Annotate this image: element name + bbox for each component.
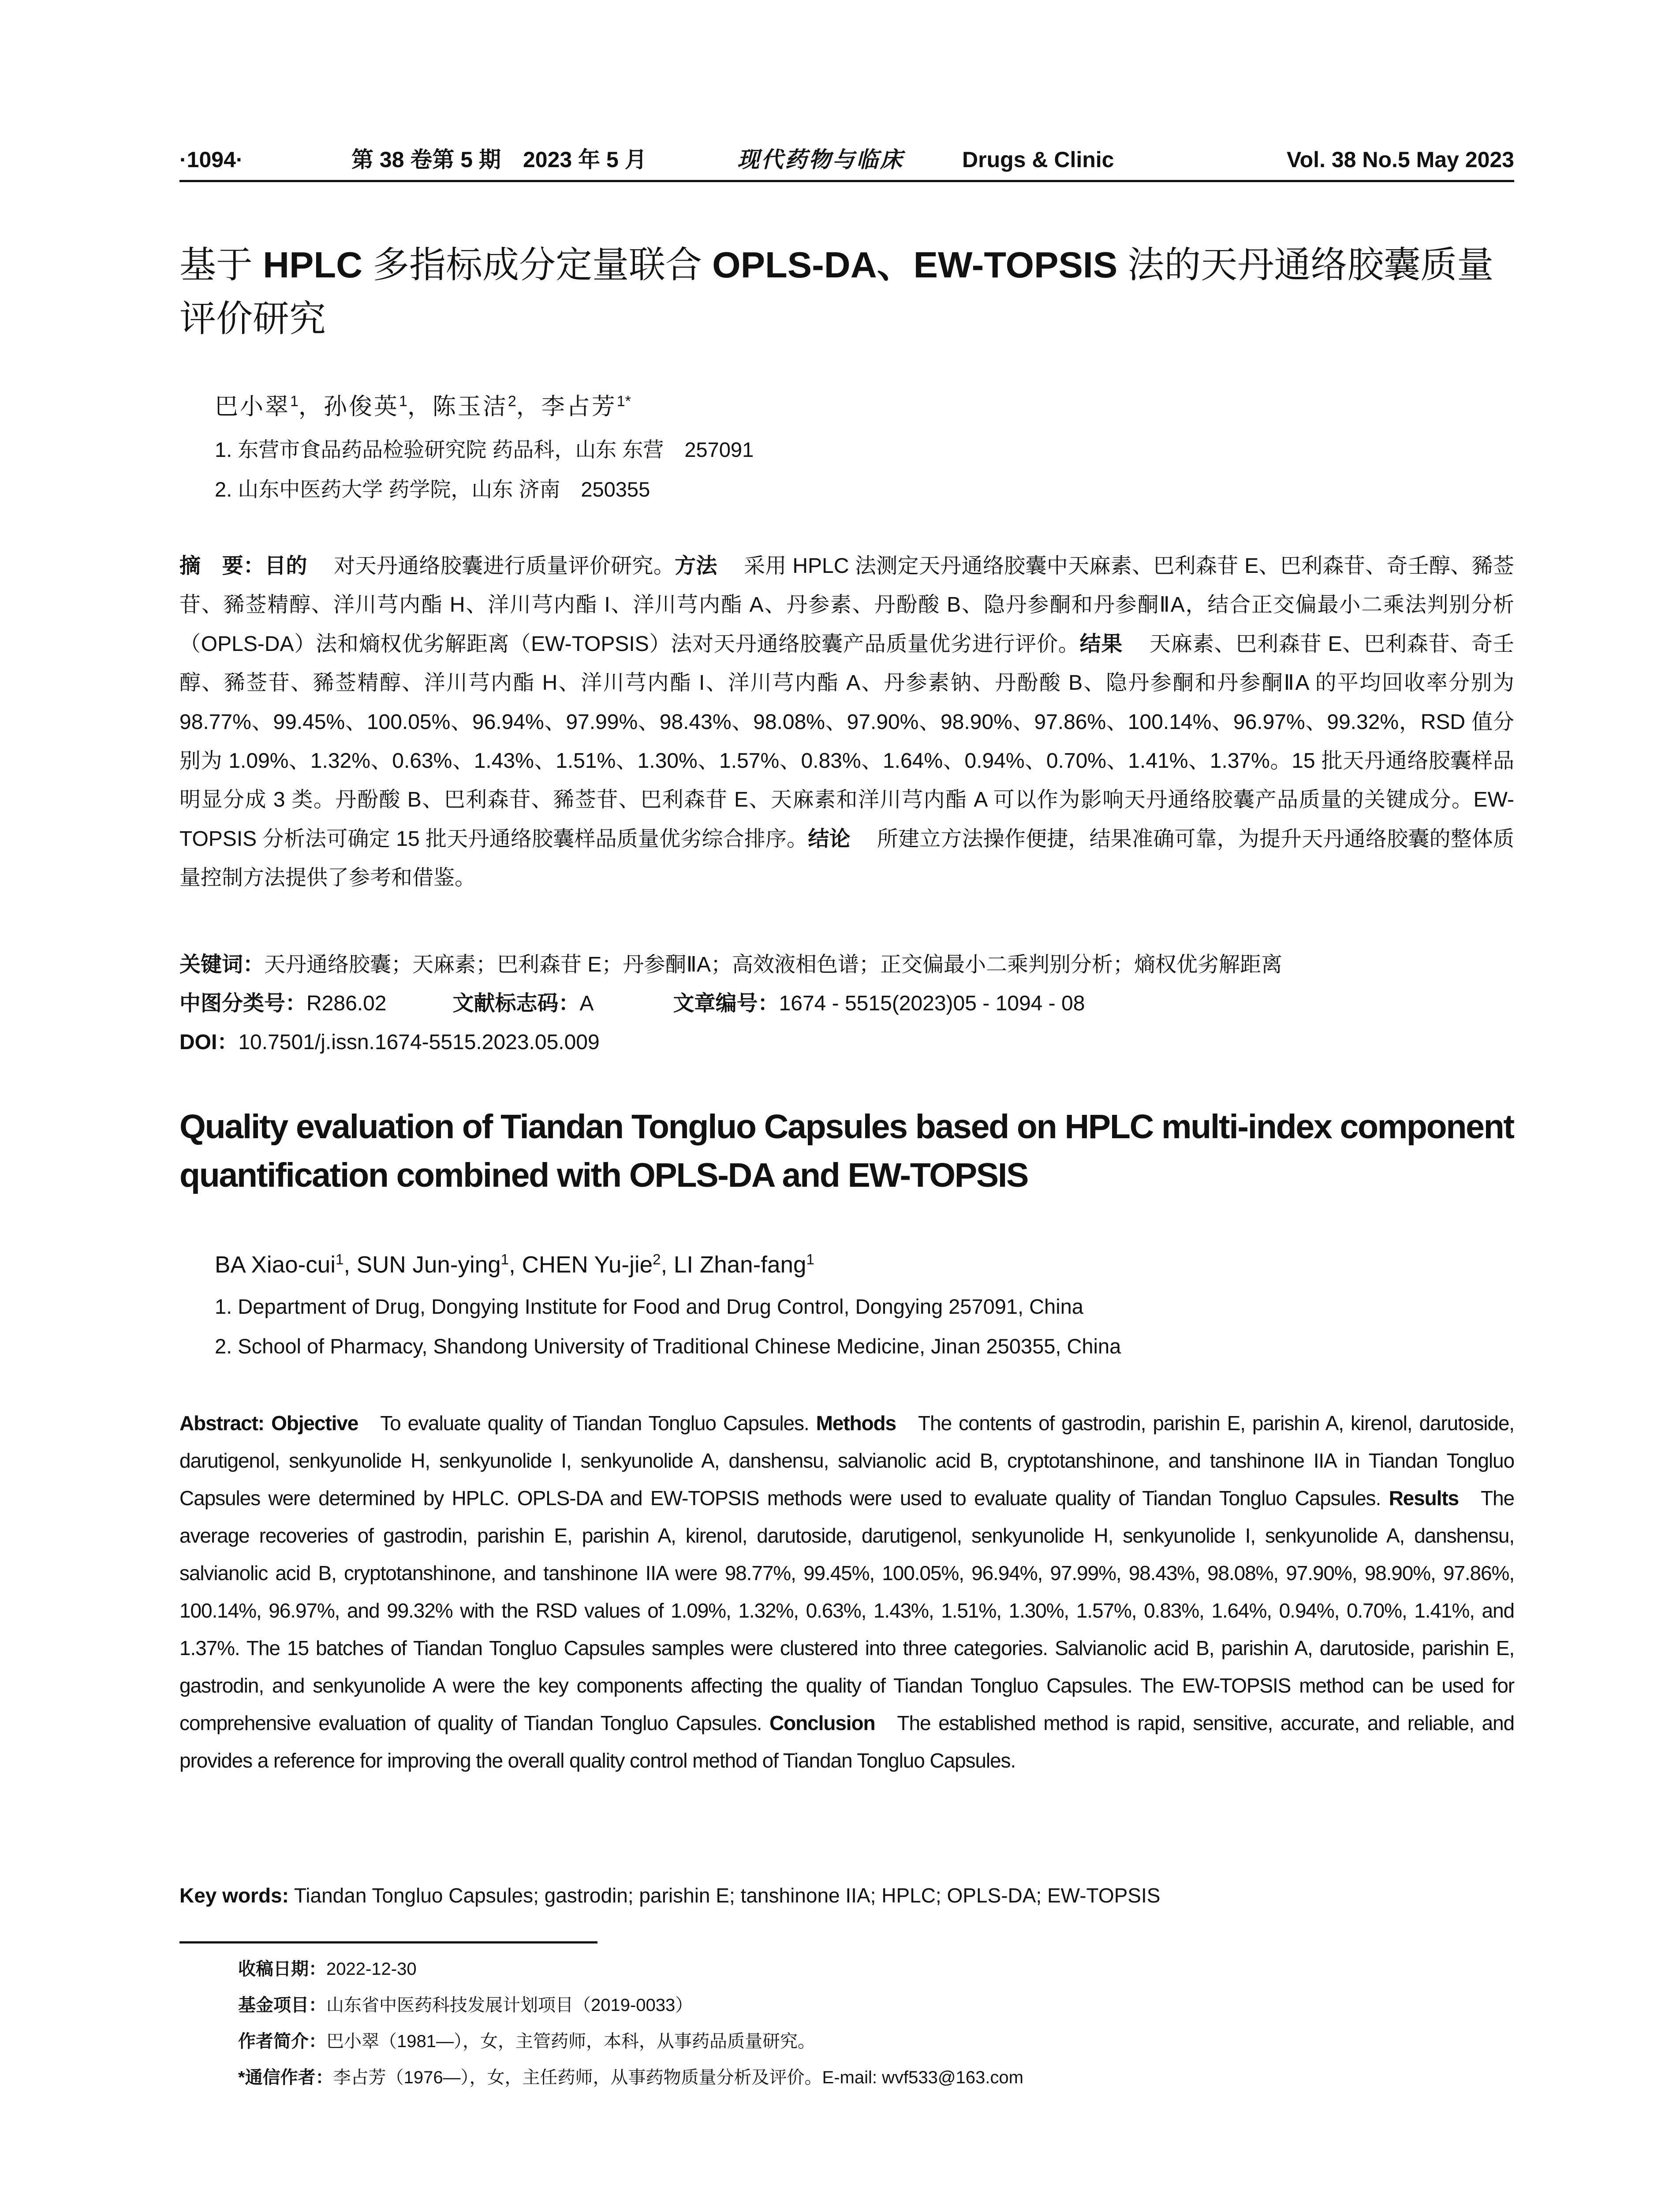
results-text: 天麻素、巴利森苷 E、巴利森苷、奇壬醇、豨莶苷、豨莶精醇、洋川芎内酯 H、洋川芎内酯 I、洋川芎内酯 A、丹参素钠、丹酚酸 B、隐丹参酮和丹参酮ⅡA 的平均回收率分别为 98.77%、99.45%、100.05%、96.94%、97.99%、98.43%、98.08%、97.90%、98.90%、97.86%、100.14%、96.97%、99.32%，RSD 值分别为 1.09%、1.32%、0.63%、1.43%、1.51%、1.30%、1.57%、0.83%、1.64%、0.94%、0.70%、1.41%、1.37%。15 批天丹通络胶囊样品明显分成 3 类。丹酚酸 B、巴利森苷、豨莶苷、巴利森苷 E、天麻素和洋川芎内酯 A 可以作为影响天丹通络胶囊产品质量的关键成分。EW-TOPSIS 分析法可确定 15 批天丹通络胶囊样品质量优劣综合排序。: [179, 632, 1514, 851]
doi-line: [179, 1025, 600, 1060]
footnote-text: 山东省中医药科技发展计划项目（2019-0033）: [326, 1996, 693, 2015]
keywords-en: [179, 1878, 1160, 1913]
conclusion-label: Conclusion: [769, 1712, 875, 1734]
author-name: SUN Jun-ying: [356, 1252, 501, 1278]
author-name: BA Xiao-cui: [215, 1252, 336, 1278]
abstract-en: [179, 1405, 1514, 1779]
title-cn-part: 基于: [179, 244, 263, 285]
author-name: 陈玉洁: [432, 393, 508, 420]
journal-name-cn: 现代药物与临床: [737, 146, 904, 172]
keywords-cn: [179, 947, 1282, 983]
keywords-label: Key words:: [179, 1884, 289, 1907]
methods-label: 方法: [675, 554, 717, 578]
methods-text: The contents of gastrodin, parishin E, parishin A, kirenol, darutoside, darutigenol, senkyunolide H, senkyunolide I, senkyunolide A, danshensu, salvianolic acid B, cryptotanshinone, and tanshinone IIA in Tiandan Tongluo Capsules were determined by HPLC. OPLS-DA and EW-TOPSIS methods were used to evaluate quality of Tiandan Tongluo Capsules.: [179, 1412, 1514, 1510]
author-affil-mark: 2: [508, 393, 516, 410]
conclusion-text: The established method is rapid, sensitive, accurate, and reliable, and provides a reference for improving the overall quality control method of Tiandan Tongluo Capsules.: [179, 1712, 1514, 1772]
affiliation-cn: 2. 山东中医药大学 药学院，山东 济南 250355: [215, 478, 650, 501]
author-name: LI Zhan-fang: [673, 1252, 806, 1278]
article-title-cn: [179, 238, 1516, 346]
objective-label: Objective: [271, 1412, 358, 1435]
methods-text: 采用 HPLC 法测定天丹通络胶囊中天麻素、巴利森苷 E、巴利森苷、奇壬醇、豨莶苷、豨莶精醇、洋川芎内酯 H、洋川芎内酯 I、洋川芎内酯 A、丹参素、丹酚酸 B、隐丹参酮和丹参酮ⅡA，结合正交偏最小二乘法判别分析（OPLS-DA）法和熵权优劣解距离（EW-TOPSIS）法对天丹通络胶囊产品质量优劣进行评价。: [179, 554, 1514, 656]
objective-text: To evaluate quality of Tiandan Tongluo Capsules.: [380, 1412, 809, 1435]
footnote-text: 李占芳（1976—），女，主任药师，从事药物质量分析及评价。E-mail: wvf533@163.com: [333, 2068, 1023, 2087]
author-list-en: BA Xiao-cui$^1$, SUN Jun-ying$^1$, CHEN Yu-jie$^2$, LI Zhan-fang$^1$: [215, 1251, 814, 1278]
objective-text: 对天丹通络胶囊进行质量评价研究。: [333, 554, 675, 578]
volume-info-en: Vol. 38 No.5 May 2023: [1287, 147, 1514, 172]
conclusion-text: 所建立方法操作便捷，结果准确可靠，为提升天丹通络胶囊的整体质量控制方法提供了参考和借鉴。: [179, 827, 1514, 890]
clc-value: R286.02: [306, 992, 387, 1015]
footnote-label: 基金项目：: [238, 1996, 326, 2015]
affiliation-cn: 1. 东营市食品药品检验研究院 药品科，山东 东营 257091: [215, 438, 754, 461]
doi-label: DOI：: [179, 1031, 239, 1054]
article-no-label: 文章编号：: [673, 992, 779, 1015]
classification-line: [179, 986, 1085, 1021]
keywords-text: Tiandan Tongluo Capsules; gastrodin; parishin E; tanshinone IIA; HPLC; OPLS-DA; EW-TOPSIS: [294, 1884, 1161, 1907]
issue-info-cn: 第 38 卷第 5 期 2023 年 5 月: [351, 147, 647, 172]
doc-code-value: A: [579, 992, 594, 1015]
author-name: 巴小翠: [215, 393, 290, 420]
author-name: 李占芳: [541, 393, 617, 420]
footnote-text: 巴小翠（1981—），女，主管药师，本科，从事药品质量研究。: [326, 2032, 815, 2051]
author-name: 孙俊英: [323, 393, 399, 420]
author-affil-mark: 2: [653, 1251, 661, 1267]
footnote-text: 2022-12-30: [326, 1959, 417, 1979]
abstract-label: Abstract:: [179, 1412, 265, 1435]
results-label: 结果: [1079, 632, 1123, 656]
author-affil-mark: 1: [335, 1251, 344, 1267]
author-affil-mark: 1: [500, 1251, 509, 1267]
affiliation-en: 2. School of Pharmacy, Shandong University of Traditional Chinese Medicine, Jinan 250355, China: [215, 1334, 1121, 1358]
author-list-cn: 巴小翠$^1$，孙俊英$^1$，陈玉洁$^2$，李占芳$^{1*}$: [215, 393, 631, 420]
clc-label: 中图分类号：: [179, 992, 307, 1015]
abstract-cn: [179, 547, 1514, 898]
title-cn-part: 多指标成分定量联合: [362, 244, 713, 285]
footnote-label: 作者简介：: [238, 2032, 326, 2051]
conclusion-label: 结论: [808, 827, 851, 851]
footnote-corresponding: [238, 2062, 1023, 2093]
footnote-label: 收稿日期：: [238, 1959, 326, 1979]
affiliation-en: 1. Department of Drug, Dongying Institute for Food and Drug Control, Dongying 257091, China: [215, 1295, 1083, 1318]
footnote-label: *通信作者：: [238, 2068, 333, 2087]
article-no-value: 1674 - 5515(2023)05 - 1094 - 08: [779, 992, 1085, 1015]
keywords-label: 关键词：: [179, 953, 265, 976]
page-number: ·1094·: [179, 147, 243, 172]
methods-label: Methods: [816, 1412, 896, 1435]
doc-code-label: 文献标志码：: [452, 992, 580, 1015]
results-label: Results: [1389, 1487, 1459, 1510]
title-cn-part: OPLS-DA、EW-TOPSIS: [712, 244, 1118, 285]
article-title-en: Quality evaluation of Tiandan Tongluo Capsules based on HPLC multi-index component quantification combined with OPLS-DA and EW-TOPSIS: [179, 1108, 1514, 1194]
results-text: The average recoveries of gastrodin, parishin E, parishin A, kirenol, darutoside, darutigenol, senkyunolide H, senkyunolide I, senkyunolide A, danshensu, salvianolic acid B, cryptotanshinone, and tanshinone IIA were 98.77%, 99.45%, 100.05%, 96.94%, 97.99%, 98.43%, 98.08%, 97.90%, 98.90%, 97.86%, 100.14%, 96.97%, and 99.32% with the RSD values of 1.09%, 1.32%, 0.63%, 1.43%, 1.51%, 1.30%, 1.57%, 0.83%, 1.64%, 0.94%, 0.70%, 1.41%, and 1.37%. The 15 batches of Tiandan Tongluo Capsules samples were clustered into three categories. Salvianolic acid B, parishin A, darutoside, parishin E, gastrodin, and senkyunolide A were the key components affecting the quality of Tiandan Tongluo Capsules. The EW-TOPSIS method can be used for comprehensive evaluation of quality of Tiandan Tongluo Capsules.: [179, 1487, 1514, 1734]
doi-value: 10.7501/j.issn.1674-5515.2023.05.009: [238, 1031, 600, 1054]
author-affil-mark: 1*: [616, 393, 631, 410]
running-header: [179, 139, 1514, 182]
footnote-funding: [238, 1990, 693, 2021]
abstract-label: 摘 要：: [179, 554, 265, 578]
keywords-text: 天丹通络胶囊；天麻素；巴利森苷 E；丹参酮ⅡA；高效液相色谱；正交偏最小二乘判别分析；熵权优劣解距离: [264, 953, 1283, 976]
author-affil-mark: 1: [290, 393, 299, 410]
author-affil-mark: 1: [399, 393, 407, 410]
objective-label: 目的: [265, 554, 307, 578]
title-cn-part: HPLC: [263, 244, 363, 285]
title-cn-part: 法的天丹通络胶囊质量评价研究: [179, 244, 1494, 339]
footnote-author-bio: [238, 2026, 815, 2057]
author-affil-mark: 1: [806, 1251, 814, 1267]
journal-name-en: Drugs & Clinic: [962, 147, 1114, 172]
footnote-divider: [179, 1941, 597, 1943]
author-name: CHEN Yu-jie: [522, 1252, 653, 1278]
footnote-received: [238, 1954, 417, 1984]
